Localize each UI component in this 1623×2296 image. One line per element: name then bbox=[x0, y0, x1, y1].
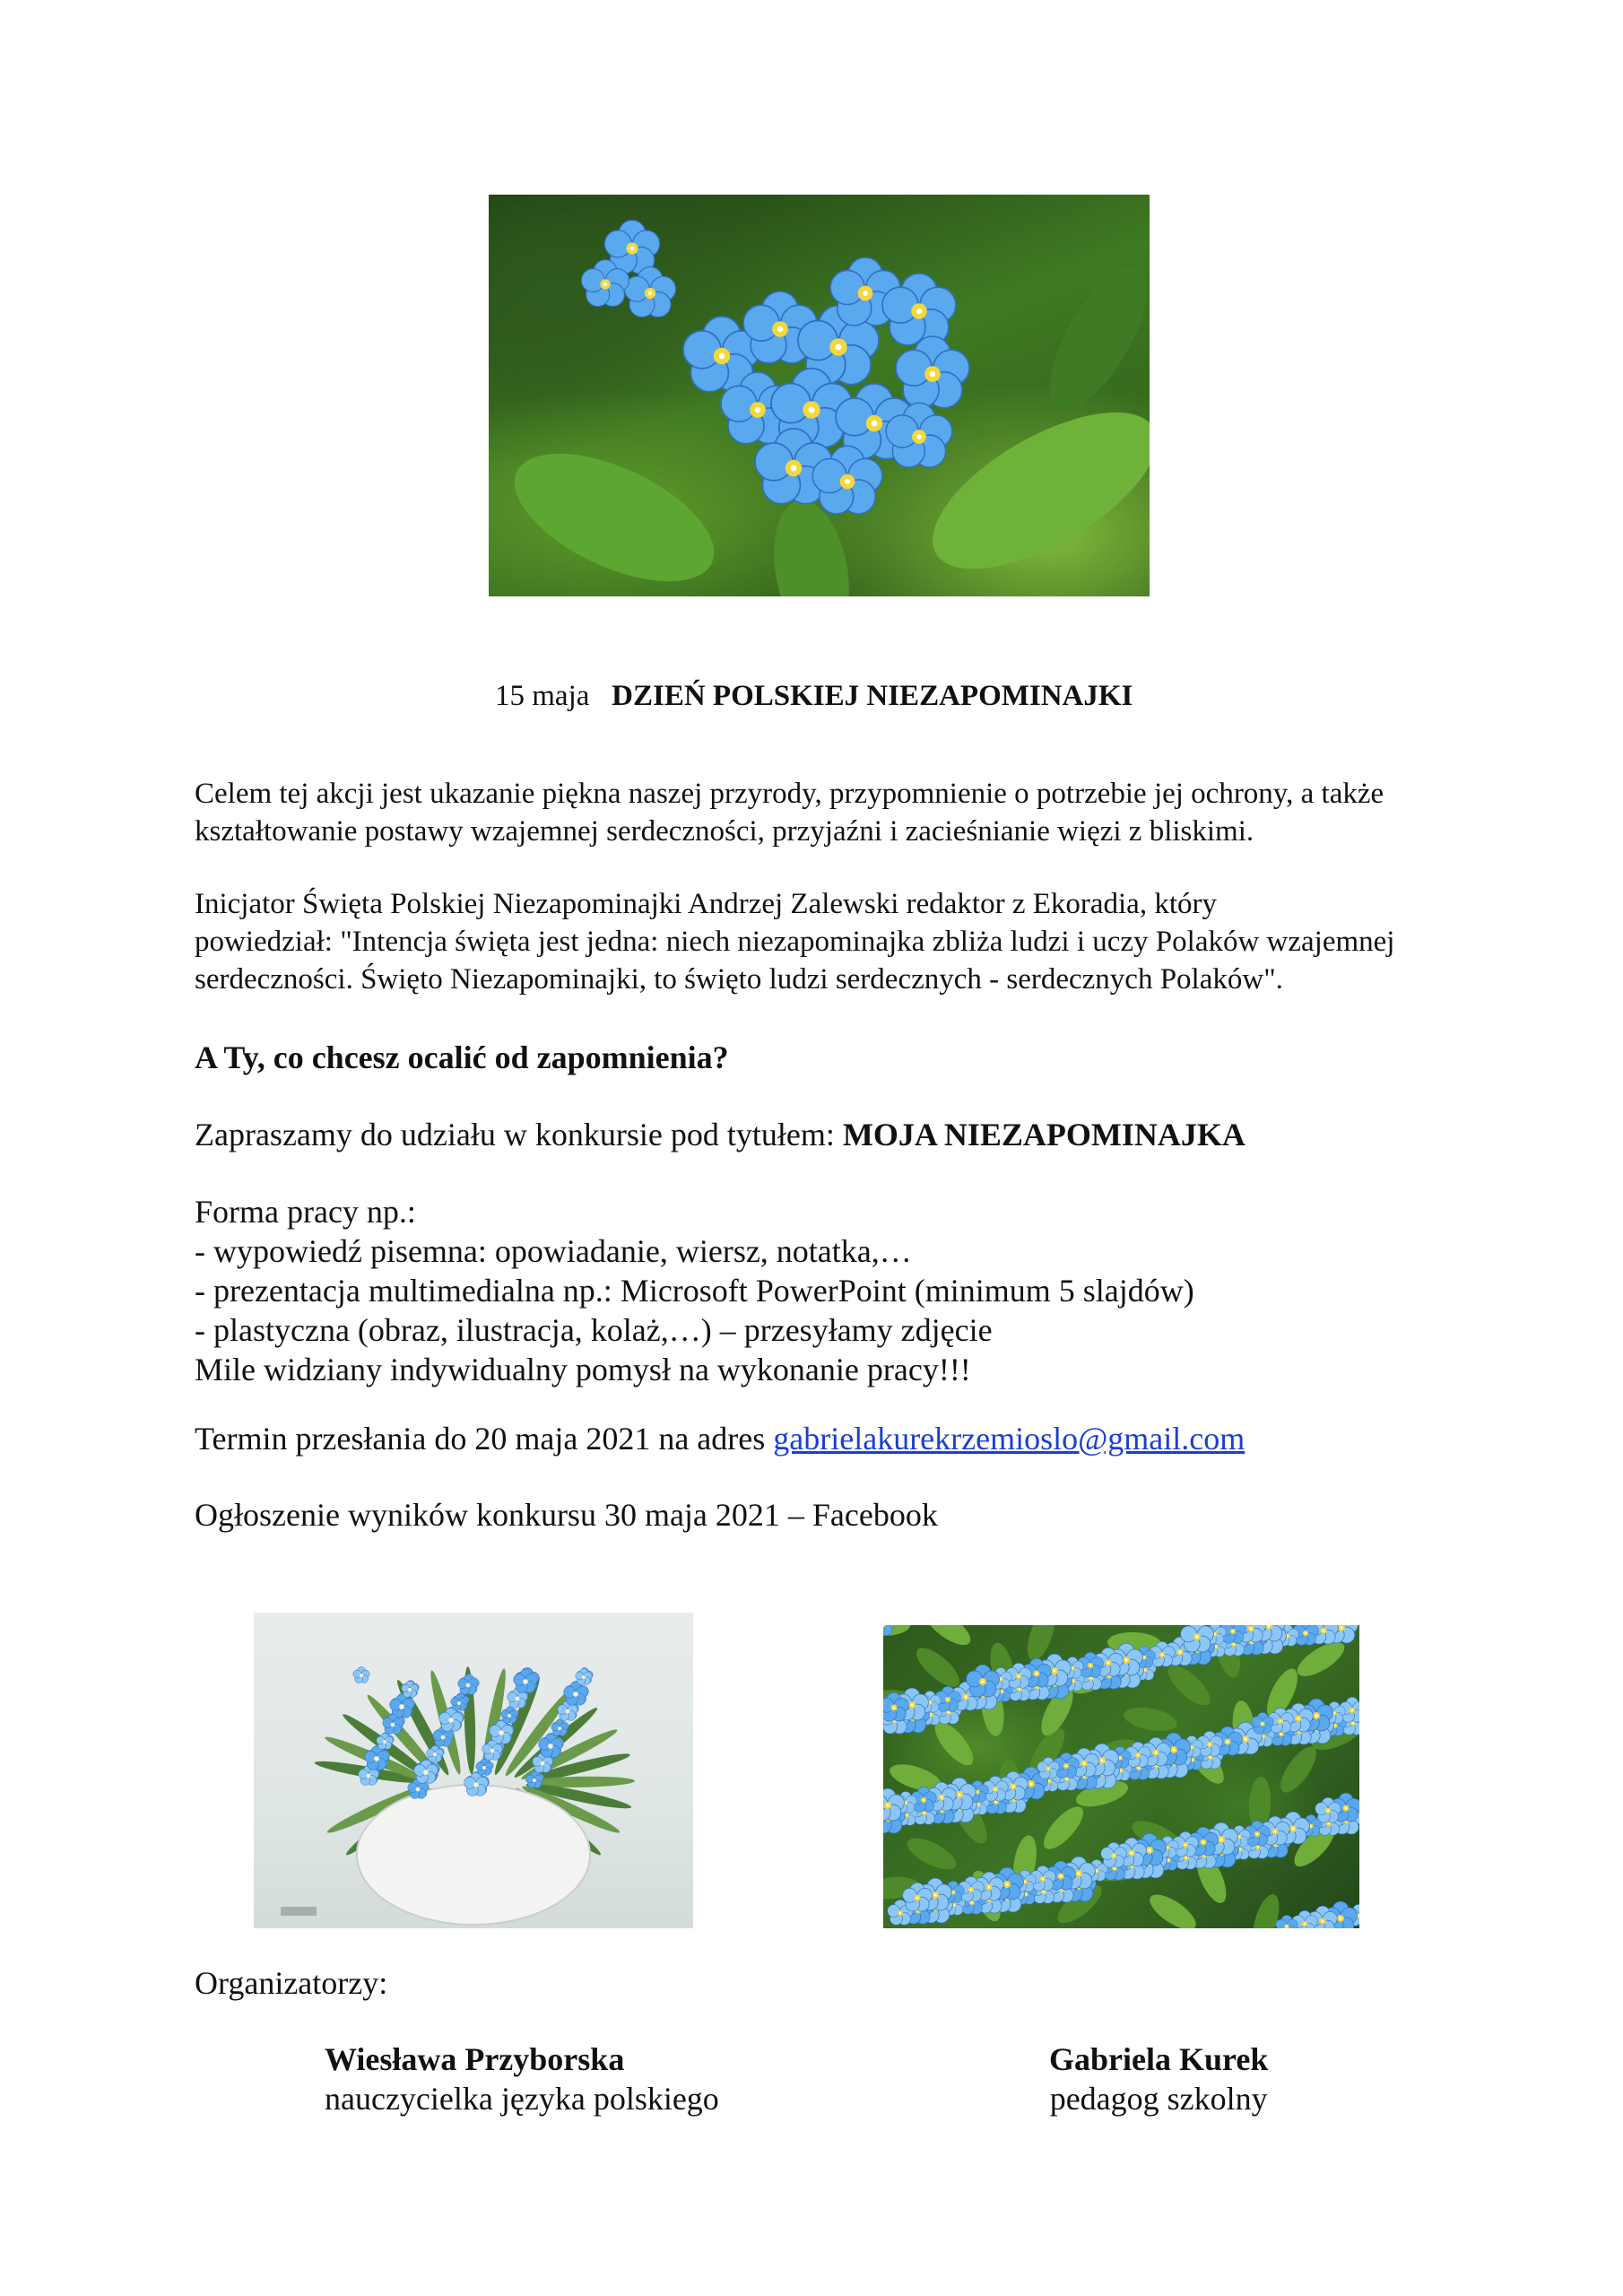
work-form-list bbox=[195, 1192, 1194, 1389]
forget-me-not-illustration bbox=[489, 195, 1150, 596]
leaf bbox=[910, 1641, 965, 1692]
contest-invite bbox=[195, 1115, 1245, 1154]
forget-me-not-photo bbox=[489, 195, 1150, 596]
initiator-line: Inicjator Święta Polskiej Niezapominajki Andrzej Zalewski redaktor z Ekoradia, który bbox=[195, 888, 1217, 920]
form-header: Forma pracy np.: bbox=[195, 1194, 416, 1230]
deadline-line bbox=[195, 1419, 1245, 1458]
leaf bbox=[1144, 1888, 1201, 1928]
organizer-1 bbox=[325, 2039, 719, 2118]
organizer-name: Wiesława Przyborska bbox=[325, 2041, 625, 2077]
intro-line: Celem tej akcji jest ukazanie piękna naszej przyrody, przypomnienie o potrzebie jej ochrony, a także bbox=[195, 778, 1384, 810]
contest-title: MOJA NIEZAPOMINAJKA bbox=[842, 1117, 1245, 1152]
organizers-label: Organizatorzy: bbox=[195, 1965, 388, 2001]
leaf bbox=[909, 381, 1150, 596]
intro-line: kształtowanie postawy wzajemnej serdeczności, przyjaźni i zacieśnianie więzi z bliskimi. bbox=[195, 815, 1254, 848]
organizer-2 bbox=[1049, 2039, 1268, 2118]
initiator-line: serdeczności. Święto Niezapominajki, to święto ludzi serdecznych - serdecznych Polaków". bbox=[195, 963, 1283, 996]
forget-me-not-flower bbox=[896, 336, 969, 408]
organizer-role: nauczycielka języka polskiego bbox=[325, 2081, 719, 2117]
painter-signature bbox=[281, 1907, 317, 1916]
painted-flower bbox=[353, 1667, 369, 1683]
form-item: - plastyczna (obraz, ilustracja, kolaż,…) – przesyłamy zdjęcie bbox=[195, 1312, 993, 1348]
leaf bbox=[1122, 1703, 1178, 1735]
forget-me-not-field-photo bbox=[883, 1625, 1359, 1928]
field-flower bbox=[1181, 1625, 1214, 1652]
organizer-role: pedagog szkolny bbox=[1049, 2081, 1268, 2117]
initiator-line: powiedział: "Intencja święta jest jedna: niech niezapominajka zbliża ludzi i uczy Polaków wzajemnej bbox=[195, 926, 1395, 958]
leaf bbox=[496, 427, 733, 596]
question-heading: A Ty, co chcesz ocalić od zapomnienia? bbox=[195, 1039, 729, 1075]
vase-illustration bbox=[254, 1613, 693, 1928]
flower-vase-painting bbox=[254, 1613, 693, 1928]
event-title: DZIEŃ POLSKIEJ NIEZAPOMINAJKI bbox=[612, 680, 1133, 712]
leaf bbox=[1031, 253, 1150, 424]
form-item: - prezentacja multimedialna np.: Microsoft PowerPoint (minimum 5 slajdów) bbox=[195, 1273, 1194, 1309]
field-illustration bbox=[883, 1625, 1359, 1928]
leaf bbox=[903, 1832, 960, 1876]
leaf bbox=[1037, 1801, 1089, 1856]
organizer-name: Gabriela Kurek bbox=[1049, 2041, 1269, 2077]
deadline-text: Termin przesłania do 20 maja 2021 na adres bbox=[195, 1421, 766, 1457]
email-link[interactable]: gabrielakurekrzemioslo@gmail.com bbox=[773, 1421, 1245, 1457]
leaf bbox=[1162, 1659, 1216, 1711]
invite-text: Zapraszamy do udziału w konkursie pod tytułem: bbox=[195, 1117, 835, 1152]
form-item: - wypowiedź pisemna: opowiadanie, wiersz, notatka,… bbox=[195, 1233, 912, 1269]
form-note: Mile widziany indywidualny pomysł na wykonanie pracy!!! bbox=[195, 1352, 971, 1387]
event-date: 15 maja bbox=[495, 680, 590, 712]
page-heading bbox=[495, 677, 1133, 715]
initiator-paragraph bbox=[195, 885, 1394, 998]
forget-me-not-flower bbox=[624, 267, 675, 317]
intro-paragraph bbox=[195, 775, 1384, 850]
leaf bbox=[1274, 1742, 1323, 1798]
leaf bbox=[920, 1625, 976, 1651]
results-announcement: Ogłoszenie wyników konkursu 30 maja 2021 – Facebook bbox=[195, 1497, 938, 1533]
vase-shape bbox=[357, 1785, 590, 1925]
